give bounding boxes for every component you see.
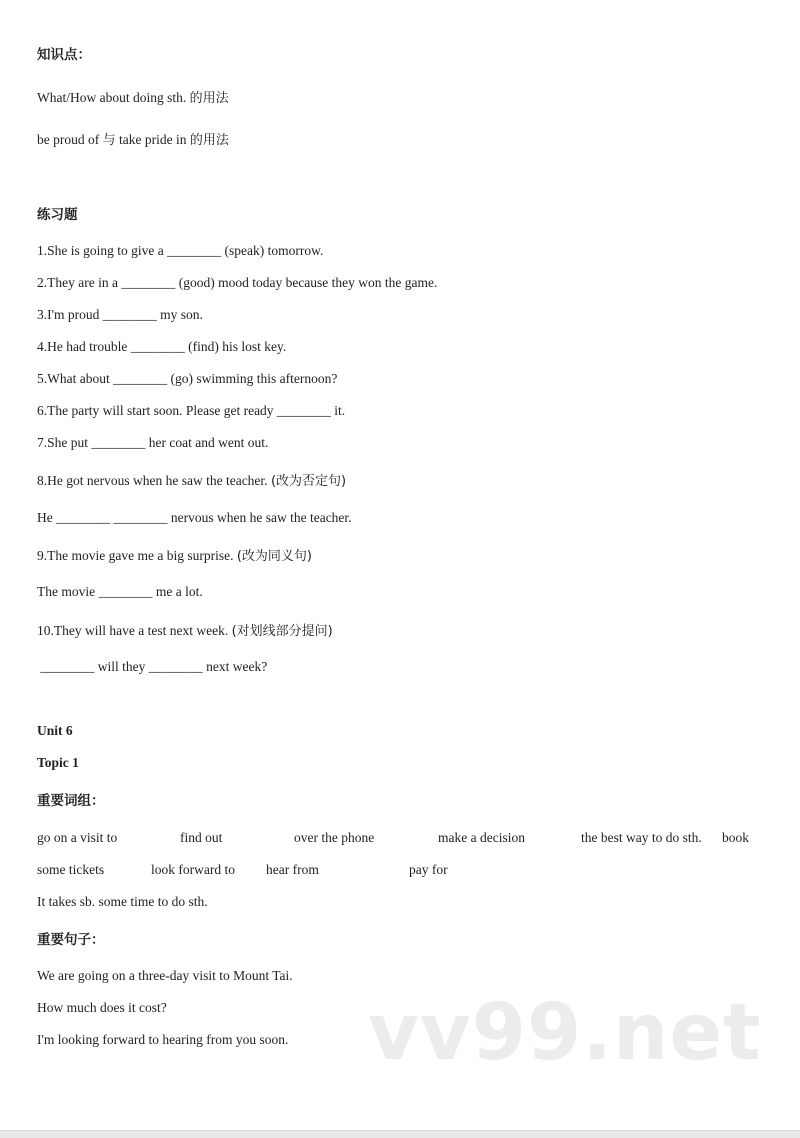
knowledge-point-1 [37,89,229,108]
exercise-item-9 [37,547,312,566]
sentence-item: How much does it cost? [37,1000,167,1015]
exercise-item: 5.What about ________ (go) swimming this afternoon? [37,371,338,386]
phrase-item: find out [180,830,223,845]
knowledge-heading: 知识点： [37,47,91,63]
exercise-8-text: 8.He got nervous when he saw the teacher. [37,473,271,488]
knowledge-point-2-d: 的用法 [189,133,229,148]
exercise-10-answer: ________ will they ________ next week? [37,659,268,674]
exercise-10-text: 10.They will have a test next week. [37,623,232,638]
phrase-item: go on a visit to [37,830,118,845]
exercise-9-answer: The movie ________ me a lot. [37,584,203,599]
phrase-item: make a decision [438,830,525,845]
exercise-item: 2.They are in a ________ (good) mood today because they won the game. [37,275,438,290]
exercise-item: 7.She put ________ her coat and went out. [37,435,269,450]
exercise-8-answer: He ________ ________ nervous when he saw the teacher. [37,510,352,525]
exercise-item: 1.She is going to give a ________ (speak) tomorrow. [37,243,324,258]
knowledge-point-1-en: What/How about doing sth. [37,90,190,105]
sentence-item: I'm looking forward to hearing from you soon. [37,1032,289,1047]
phrase-item: hear from [266,862,319,877]
knowledge-point-2 [37,131,229,150]
phrase-item: some tickets [37,862,105,877]
sentence-item: We are going on a three-day visit to Mount Tai. [37,968,293,983]
phrase-item: book [722,830,749,845]
phrase-item: It takes sb. some time to do sth. [37,894,208,909]
unit-title: Unit 6 [37,723,73,738]
phrase-item: pay for [409,862,448,877]
exercise-item: 6.The party will start soon. Please get ready ________ it. [37,403,346,418]
exercise-9-text: 9.The movie gave me a big surprise. [37,548,237,563]
knowledge-point-2-a: be proud of [37,132,103,147]
exercise-9-note: (改为同义句) [236,549,312,564]
exercise-item: 4.He had trouble ________ (find) his lost key. [37,339,287,354]
knowledge-point-2-b: 与 [102,133,116,148]
topic-title: Topic 1 [37,755,79,770]
exercise-item: 3.I'm proud ________ my son. [37,307,203,322]
exercises-heading: 练习题 [37,207,78,223]
exercise-item-8 [37,472,346,491]
phrase-item: the best way to do sth. [581,830,702,845]
knowledge-point-1-cn: 的用法 [189,91,229,106]
watermark: vv99.net [368,988,762,1078]
exercise-10-note: (对划线部分提问) [231,624,333,639]
phrase-item: over the phone [294,830,375,845]
sentences-heading: 重要句子： [37,932,105,948]
knowledge-point-2-c: take pride in [115,132,190,147]
exercise-8-note: (改为否定句) [270,474,347,489]
exercise-item-10 [37,622,333,641]
phrase-item: look forward to [151,862,235,877]
phrases-heading: 重要词组： [37,793,105,809]
